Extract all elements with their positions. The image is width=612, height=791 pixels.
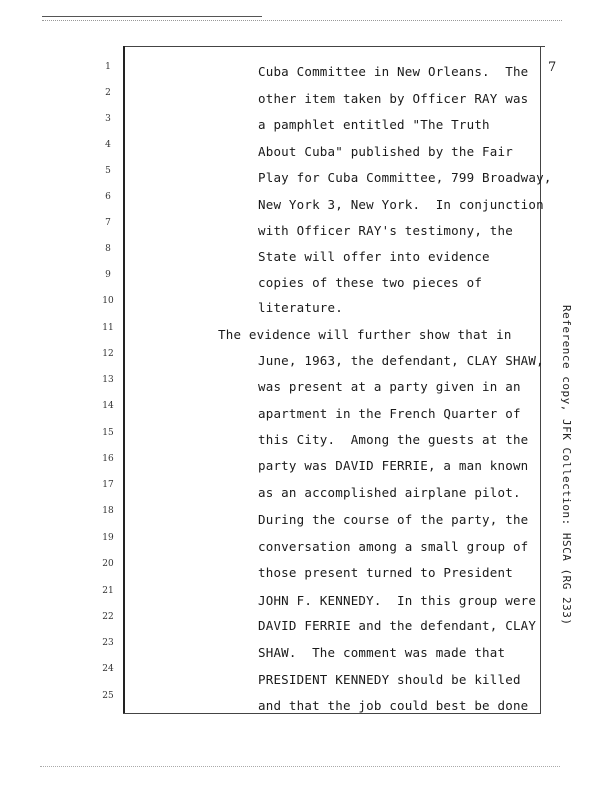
body-line: other item taken by Officer RAY was [258, 91, 529, 106]
line-number: 5 [105, 166, 111, 176]
body-line: PRESIDENT KENNEDY should be killed [258, 672, 521, 687]
body-line: Play for Cuba Committee, 799 Broadway, [258, 170, 552, 185]
frame-top-border [123, 46, 545, 47]
line-number: 15 [102, 428, 114, 438]
scan-artifact-top [42, 16, 262, 17]
line-number: 17 [102, 480, 114, 490]
line-number: 22 [102, 612, 114, 622]
line-number: 9 [105, 270, 111, 280]
line-number: 25 [102, 691, 114, 701]
body-line: New York 3, New York. In conjunction [258, 197, 544, 212]
body-line: Cuba Committee in New Orleans. The [258, 64, 529, 79]
body-line: June, 1963, the defendant, CLAY SHAW, [258, 353, 544, 368]
body-line: as an accomplished airplane pilot. [258, 485, 521, 500]
body-line: About Cuba" published by the Fair [258, 144, 513, 159]
body-line: The evidence will further show that in [218, 327, 512, 342]
line-number: 3 [105, 114, 111, 124]
line-number: 8 [105, 244, 111, 254]
body-line: copies of these two pieces of [258, 275, 483, 290]
body-line: apartment in the French Quarter of [258, 406, 521, 421]
body-line: this City. Among the guests at the [258, 432, 529, 447]
body-line: literature. [258, 300, 343, 315]
body-line: with Officer RAY's testimony, the [258, 223, 513, 238]
body-line: During the course of the party, the [258, 512, 529, 527]
scan-artifact-top-dots [42, 20, 562, 21]
line-number: 24 [102, 664, 114, 674]
body-line: JOHN F. KENNEDY. In this group were [258, 593, 537, 608]
body-line: SHAW. The comment was made that [258, 645, 506, 660]
page-number: 7 [548, 60, 557, 75]
line-number: 20 [102, 559, 114, 569]
body-line: and that the job could best be done [258, 698, 529, 713]
line-number: 21 [102, 586, 114, 596]
line-number: 19 [102, 533, 114, 543]
line-number: 2 [105, 88, 111, 98]
line-number: 12 [102, 349, 114, 359]
line-number: 13 [102, 375, 114, 385]
line-number: 11 [102, 323, 114, 333]
line-number: 10 [102, 296, 114, 306]
line-number: 6 [105, 192, 111, 202]
line-number: 7 [105, 218, 111, 228]
frame-bottom-border [123, 713, 541, 714]
body-line: State will offer into evidence [258, 249, 490, 264]
frame-right-border [540, 46, 541, 714]
body-line: a pamphlet entitled "The Truth [258, 117, 490, 132]
body-line: was present at a party given in an [258, 379, 521, 394]
line-number: 18 [102, 506, 114, 516]
body-line: party was DAVID FERRIE, a man known [258, 458, 529, 473]
line-number: 4 [105, 140, 111, 150]
scan-artifact-bottom [40, 766, 560, 767]
line-number: 1 [105, 62, 111, 72]
line-number: 23 [102, 638, 114, 648]
body-line: conversation among a small group of [258, 539, 529, 554]
line-number: 16 [102, 454, 114, 464]
body-line: those present turned to President [258, 565, 513, 580]
frame-left-border [123, 46, 125, 714]
body-line: DAVID FERRIE and the defendant, CLAY [258, 618, 537, 633]
line-number: 14 [102, 401, 114, 411]
reference-copy-note: Reference copy, JFK Collection: HSCA (RG 233) [560, 305, 573, 626]
